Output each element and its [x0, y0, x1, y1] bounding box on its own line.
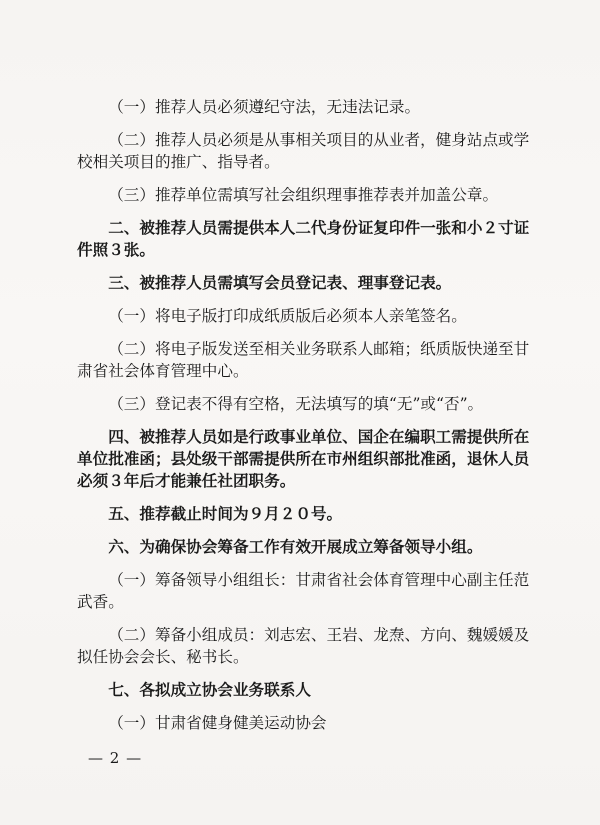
page-number: — 2 —	[88, 749, 143, 767]
paragraph-3-3: （三）登记表不得有空格，无法填写的填“无”或“否”。	[108, 395, 484, 413]
section-4-heading: 四、被推荐人员如是行政事业单位、国企在编职工需提供所在单位批准函；县处级干部需提供所在市州组织部批准函，退休人员必须３年后才能兼任社团职务。	[77, 427, 530, 490]
paragraph-3-1: （一）将电子版打印成纸质版后必须本人亲笔签名。	[108, 307, 467, 325]
section-2-heading: 二、被推荐人员需提供本人二代身份证复印件一张和小２寸证件照３张。	[77, 218, 530, 259]
paragraph-1-1: （一）推荐人员必须遵纪守法，无违法记录。	[108, 98, 421, 116]
section-6-heading: 六、为确保协会筹备工作有效开展成立筹备领导小组。	[108, 537, 483, 556]
paragraph-1-3: （三）推荐单位需填写社会组织理事推荐表并加盖公章。	[108, 186, 499, 204]
paragraph-6-2: （二）筹备小组成员：刘志宏、王岩、龙焘、方向、魏媛媛及拟任协会会长、秘书长。	[77, 626, 530, 666]
paragraph-1-2: （二）推荐人员必须是从事相关项目的从业者，健身站点或学校相关项目的推广、指导者。	[77, 131, 530, 171]
document-body	[77, 96, 532, 734]
paragraph-3-2: （二）将电子版发送至相关业务联系人邮箱；纸质版快递至甘肃省社会体育管理中心。	[77, 340, 530, 380]
paragraph-6-1: （一）筹备领导小组组长：甘肃省社会体育管理中心副主任范武香。	[77, 571, 530, 611]
section-7-heading: 七、各拟成立协会业务联系人	[108, 680, 311, 699]
paragraph-7-1: （一）甘肃省健身健美运动协会	[108, 714, 327, 732]
section-3-heading: 三、被推荐人员需填写会员登记表、理事登记表。	[108, 273, 452, 292]
section-5-heading: 五、推荐截止时间为９月２０号。	[108, 504, 343, 523]
